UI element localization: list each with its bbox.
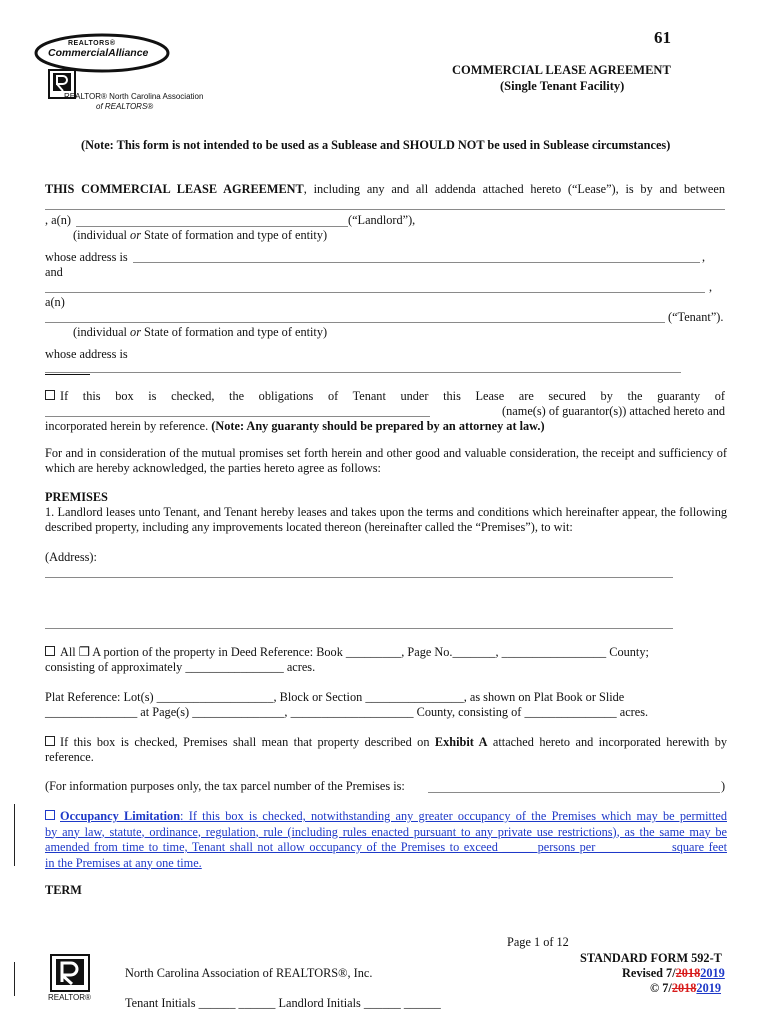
deed-line1-text: All ❒ A portion of the property in Deed Reference: Book _________, Page No._______, _________________ County; [60, 645, 649, 659]
tenant-name-comma: , [709, 280, 713, 294]
and-label: and [45, 265, 63, 279]
revision-bar [14, 804, 15, 866]
realtor-block-r-icon [50, 954, 90, 992]
revised-date [622, 966, 725, 981]
page-of-pages: Page 1 of 12 [507, 935, 569, 949]
deed-all-checkbox[interactable] [45, 646, 55, 656]
tenant-prefix: a(n) [45, 295, 65, 309]
sublease-note: (Note: This form is not intended to be used as a Sublease and SHOULD NOT be used in Sublease circumstances) [81, 138, 671, 152]
landlord-hint-b: State of formation and type of entity) [140, 228, 328, 242]
tenant-address-label: whose address is [45, 347, 128, 361]
intro-rest: , including any and all addenda attached hereto (“Lease”), is by and between [303, 182, 725, 196]
guaranty-checkbox[interactable] [45, 390, 55, 400]
occupancy-limitation-paragraph [45, 809, 727, 871]
parcel-label: (For information purposes only, the tax parcel number of the Premises is: [45, 779, 405, 793]
intro-bold: THIS COMMERCIAL LEASE AGREEMENT [45, 182, 304, 196]
guaranty-line1 [45, 389, 725, 404]
exhibit-a-text-c: attached hereto and incorporated herewith by reference. [45, 735, 727, 764]
landlord-address-label: whose address is [45, 250, 128, 264]
alliance-line2: CommercialAlliance [48, 47, 149, 59]
occupancy-line1 [45, 809, 727, 825]
exhibit-a-checkbox[interactable] [45, 736, 55, 746]
occupancy-checkbox[interactable] [45, 810, 55, 820]
exhibit-a-paragraph [45, 735, 727, 765]
landlord-address-end: , [702, 250, 706, 264]
footer-initials: Tenant Initials ______ ______ Landlord Initials ______ ______ [125, 996, 441, 1010]
plat-line2: _______________ at Page(s) _______________, ____________________ County, consisting of _______________ acres. [45, 705, 649, 719]
parcel-end: ) [721, 779, 726, 793]
landlord-label: (“Landlord”), [348, 213, 416, 227]
landlord-hint [73, 228, 327, 243]
guaranty-line3-a: incorporated herein by reference. [45, 419, 212, 433]
landlord-entity-line[interactable] [76, 226, 348, 227]
landlord-address-line[interactable] [133, 262, 700, 263]
occupancy-line3: amended from time to time, Tenant shall not allow occupancy of the Premises to exceed _____ persons per ___________ square feet [45, 840, 727, 854]
realtor-label: REALTOR® [48, 993, 91, 1002]
guarantor-name-line[interactable] [45, 416, 430, 417]
assoc-line2: of REALTORS® [96, 102, 154, 111]
term-heading: TERM [45, 883, 82, 897]
occupancy-heading: Occupancy Limitation [60, 809, 181, 823]
tenant-address-line[interactable] [45, 372, 681, 373]
guaranty-line3 [45, 419, 545, 434]
revised-old-year: 2018 [675, 966, 701, 980]
revised-prefix: Revised 7/ [622, 966, 676, 980]
copyright-prefix: © 7/ [650, 981, 672, 995]
premises-address-line-1[interactable] [45, 577, 673, 578]
tenant-hint-a: (individual [73, 325, 131, 339]
exhibit-a-text-a: If this box is checked, Premises shall mean that property described on [60, 735, 435, 749]
tenant-hint-b: State of formation and type of entity) [140, 325, 328, 339]
premises-paragraph: 1. Landlord leases unto Tenant, and Tenant hereby leases and takes upon the terms and conditions which hereinafter appear, the following described property, including any improvements located thereon (hereinafter called the “Premises”), to wit: [45, 505, 727, 534]
revised-new-year: 2019 [700, 966, 725, 980]
tenant-name-line[interactable] [45, 292, 705, 293]
deed-line2: consisting of approximately ________________ acres. [45, 660, 316, 674]
guaranty-attorney-note: (Note: Any guaranty should be prepared by an attorney at law.) [211, 419, 545, 433]
occupancy-line1-text: : If this box is checked, notwithstanding any greater occupancy of the Premises which may be permitted [180, 809, 727, 823]
tenant-hint [73, 325, 327, 340]
landlord-hint-or: or [130, 228, 141, 242]
realtors-alliance-logo [34, 31, 219, 115]
premises-heading: PREMISES [45, 490, 108, 504]
page-number-top: 61 [654, 28, 671, 47]
guaranty-line2: (name(s) of guarantor(s)) attached hereto and [502, 404, 725, 418]
tenant-hint-or: or [130, 325, 141, 339]
document-title: COMMERCIAL LEASE AGREEMENT [452, 63, 671, 77]
consideration-paragraph: For and in consideration of the mutual promises set forth herein and other good and valuable consideration, the receipt and sufficiency of which are hereby acknowledged, the parties hereto agree as follows: [45, 446, 727, 475]
copyright-new-year: 2019 [696, 981, 722, 995]
guaranty-line1-text: If this box is checked, the obligations of Tenant under this Lease are secured by the guaranty of [60, 389, 725, 403]
footer-revision-bar [14, 962, 15, 996]
premises-address-line-2[interactable] [45, 628, 673, 629]
tenant-entity-line[interactable] [45, 322, 665, 323]
landlord-hint-a: (individual [73, 228, 131, 242]
parcel-number-line[interactable] [428, 792, 720, 793]
standard-form-number: STANDARD FORM 592-T [580, 951, 722, 965]
tenant-label: (“Tenant”). [668, 310, 724, 324]
alliance-line1: REALTORS® [68, 40, 116, 47]
intro-paragraph [45, 182, 725, 197]
deed-line1 [45, 645, 727, 660]
document-subtitle: (Single Tenant Facility) [500, 79, 625, 93]
footer-association: North Carolina Association of REALTORS®, Inc. [125, 966, 373, 980]
exhibit-a-bold: Exhibit A [434, 735, 488, 749]
occupancy-line2: by any law, statute, ordinance, regulation, rule (including rules enacted pursuant to any private use restrictions), as the same may be [45, 824, 727, 839]
copyright-old-year: 2018 [671, 981, 697, 995]
premises-address-label: (Address): [45, 550, 97, 564]
plat-line1: Plat Reference: Lot(s) ___________________, Block or Section ________________, as shown on Plat Book or Slide [45, 690, 625, 704]
assoc-line1: REALTOR® North Carolina Association [64, 92, 204, 101]
landlord-prefix: , a(n) [45, 213, 71, 227]
occupancy-line4: in the Premises at any one time. [45, 855, 202, 870]
landlord-name-line[interactable] [45, 209, 725, 210]
tenant-address-short-rule [45, 374, 90, 375]
copyright-date [650, 981, 721, 996]
